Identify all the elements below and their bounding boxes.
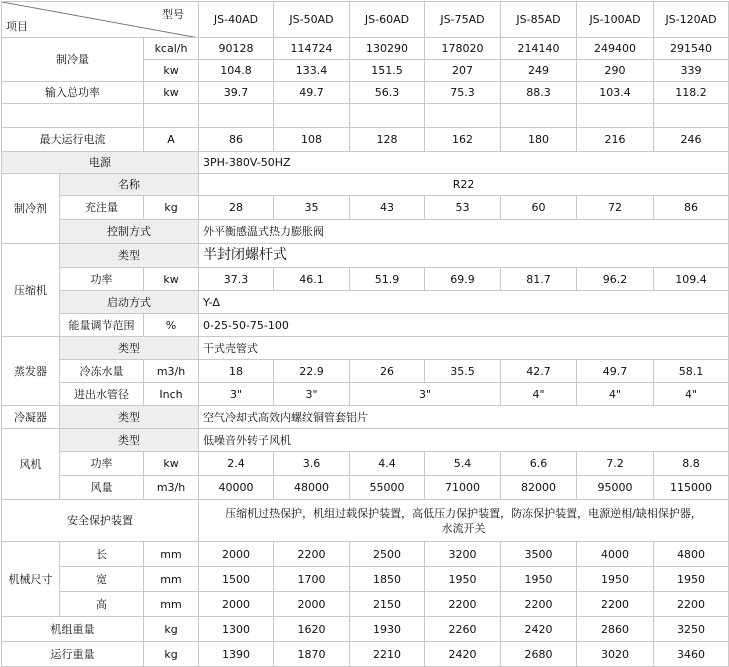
value-cell: 46.1 bbox=[274, 268, 350, 291]
value-cell: 2200 bbox=[654, 592, 729, 617]
value-cell: 290 bbox=[577, 60, 654, 82]
value-cell: 88.3 bbox=[501, 82, 577, 104]
start-method-label: 启动方式 bbox=[60, 291, 199, 314]
unit-cell: % bbox=[144, 314, 199, 337]
table-row bbox=[2, 452, 729, 476]
unit-cell: Inch bbox=[144, 383, 199, 406]
unit-cell: kg bbox=[144, 617, 199, 642]
value-cell: 246 bbox=[654, 128, 729, 152]
value-cell: 1390 bbox=[199, 642, 274, 667]
model-column-header: JS-85AD bbox=[501, 2, 577, 38]
table-row bbox=[2, 642, 729, 667]
value-cell: 339 bbox=[654, 60, 729, 82]
value-cell: 18 bbox=[199, 360, 274, 383]
unit-cell: mm bbox=[144, 592, 199, 617]
unit-cell: kw bbox=[144, 82, 199, 104]
value-cell: 2.4 bbox=[199, 452, 274, 476]
unit-cell: kcal/h bbox=[144, 38, 199, 60]
value-cell: 1950 bbox=[501, 567, 577, 592]
evaporator-type-label: 类型 bbox=[60, 337, 199, 360]
table-row bbox=[2, 128, 729, 152]
table-row bbox=[2, 567, 729, 592]
compressor-type-value: 半封闭螺杆式 bbox=[199, 244, 729, 268]
value-cell: 6.6 bbox=[501, 452, 577, 476]
value-cell: 43 bbox=[350, 196, 425, 220]
fan-power-label: 功率 bbox=[60, 452, 144, 476]
item-header-label: 项目 bbox=[6, 20, 28, 33]
table-row bbox=[2, 268, 729, 291]
value-cell: 118.2 bbox=[654, 82, 729, 104]
value-cell: 96.2 bbox=[577, 268, 654, 291]
value-cell: 207 bbox=[425, 60, 501, 82]
value-cell: 49.7 bbox=[577, 360, 654, 383]
capacity-range-value: 0-25-50-75-100 bbox=[199, 314, 729, 337]
value-cell: 55000 bbox=[350, 476, 425, 500]
value-cell: 7.2 bbox=[577, 452, 654, 476]
unit-cell: m3/h bbox=[144, 360, 199, 383]
value-cell: 37.3 bbox=[199, 268, 274, 291]
value-cell: 3250 bbox=[654, 617, 729, 642]
safety-line-2: 水流开关 bbox=[441, 521, 486, 535]
table-row bbox=[2, 220, 729, 244]
value-cell: 2500 bbox=[350, 542, 425, 567]
value-cell: 249 bbox=[501, 60, 577, 82]
operating-weight-label: 运行重量 bbox=[2, 642, 144, 667]
value-cell: 35.5 bbox=[425, 360, 501, 383]
compressor-power-label: 功率 bbox=[60, 268, 144, 291]
value-cell: 3020 bbox=[577, 642, 654, 667]
value-cell: 1300 bbox=[199, 617, 274, 642]
table-row bbox=[2, 617, 729, 642]
value-cell: 75.3 bbox=[425, 82, 501, 104]
unit-cell: kg bbox=[144, 196, 199, 220]
table-row bbox=[2, 360, 729, 383]
evaporator-label: 蒸发器 bbox=[2, 337, 60, 406]
fan-label: 风机 bbox=[2, 429, 60, 500]
table-row bbox=[2, 476, 729, 500]
model-column-header: JS-120AD bbox=[654, 2, 729, 38]
safety-value bbox=[199, 500, 729, 542]
table-row bbox=[2, 38, 729, 60]
value-cell: 1950 bbox=[654, 567, 729, 592]
compressor-label: 压缩机 bbox=[2, 244, 60, 337]
value-cell: 28 bbox=[199, 196, 274, 220]
table-row bbox=[2, 500, 729, 542]
value-cell: 2200 bbox=[577, 592, 654, 617]
value-cell: 26 bbox=[350, 360, 425, 383]
value-cell: 35 bbox=[274, 196, 350, 220]
table-row bbox=[2, 383, 729, 406]
max-current-label: 最大运行电流 bbox=[2, 128, 144, 152]
value-cell: 90128 bbox=[199, 38, 274, 60]
spec-table bbox=[1, 1, 729, 667]
value-cell: 128 bbox=[350, 128, 425, 152]
value-cell: 4.4 bbox=[350, 452, 425, 476]
value-cell: 151.5 bbox=[350, 60, 425, 82]
safety-line-1: 压缩机过热保护，机组过载保护装置，高低压力保护装置，防冻保护装置，电源逆相/缺相保护器， bbox=[225, 506, 702, 520]
value-cell: 130290 bbox=[350, 38, 425, 60]
value-cell: 1850 bbox=[350, 567, 425, 592]
value-cell: 22.9 bbox=[274, 360, 350, 383]
value-cell: 39.7 bbox=[199, 82, 274, 104]
value-cell: 2000 bbox=[199, 592, 274, 617]
value-cell: 104.8 bbox=[199, 60, 274, 82]
value-cell: 86 bbox=[654, 196, 729, 220]
value-cell: 3" bbox=[274, 383, 350, 406]
value-cell: 71000 bbox=[425, 476, 501, 500]
unit-cell: A bbox=[144, 128, 199, 152]
control-method-label: 控制方式 bbox=[60, 220, 199, 244]
value-cell: 49.7 bbox=[274, 82, 350, 104]
table-row bbox=[2, 592, 729, 617]
value-cell: 2200 bbox=[274, 542, 350, 567]
unit-cell: kw bbox=[144, 268, 199, 291]
value-cell: 3460 bbox=[654, 642, 729, 667]
model-column-header: JS-40AD bbox=[199, 2, 274, 38]
refrigerant-label: 制冷剂 bbox=[2, 174, 60, 244]
value-cell: 2860 bbox=[577, 617, 654, 642]
pipe-size-label: 进出水管径 bbox=[60, 383, 144, 406]
empty-row bbox=[2, 104, 729, 128]
value-cell: 2260 bbox=[425, 617, 501, 642]
unit-cell: m3/h bbox=[144, 476, 199, 500]
value-cell: 81.7 bbox=[501, 268, 577, 291]
table-row bbox=[2, 174, 729, 196]
width-label: 宽 bbox=[60, 567, 144, 592]
value-cell: 4" bbox=[501, 383, 577, 406]
table-row bbox=[2, 542, 729, 567]
value-cell: 3200 bbox=[425, 542, 501, 567]
value-cell: 51.9 bbox=[350, 268, 425, 291]
value-cell: 4" bbox=[654, 383, 729, 406]
value-cell: 2000 bbox=[199, 542, 274, 567]
value-cell: 291540 bbox=[654, 38, 729, 60]
value-cell: 109.4 bbox=[654, 268, 729, 291]
power-supply-value: 3PH-380V-50HZ bbox=[199, 152, 729, 174]
charge-label: 充注量 bbox=[60, 196, 144, 220]
table-row bbox=[2, 152, 729, 174]
value-cell: 69.9 bbox=[425, 268, 501, 291]
value-cell: 60 bbox=[501, 196, 577, 220]
value-cell: 53 bbox=[425, 196, 501, 220]
power-supply-label: 电源 bbox=[2, 152, 199, 174]
value-cell: 3.6 bbox=[274, 452, 350, 476]
model-column-header: JS-75AD bbox=[425, 2, 501, 38]
unit-cell: mm bbox=[144, 567, 199, 592]
header-row bbox=[2, 2, 729, 38]
unit-weight-label: 机组重量 bbox=[2, 617, 144, 642]
evaporator-type-value: 干式壳管式 bbox=[199, 337, 729, 360]
value-cell: 56.3 bbox=[350, 82, 425, 104]
unit-cell: kw bbox=[144, 452, 199, 476]
value-cell: 1870 bbox=[274, 642, 350, 667]
value-cell: 2200 bbox=[501, 592, 577, 617]
value-cell: 48000 bbox=[274, 476, 350, 500]
value-cell: 1950 bbox=[425, 567, 501, 592]
value-cell: 133.4 bbox=[274, 60, 350, 82]
value-cell: 2420 bbox=[501, 617, 577, 642]
value-cell: 103.4 bbox=[577, 82, 654, 104]
value-cell: 2680 bbox=[501, 642, 577, 667]
fan-type-value: 低噪音外转子风机 bbox=[199, 429, 729, 452]
value-cell: 249400 bbox=[577, 38, 654, 60]
value-cell: 2000 bbox=[274, 592, 350, 617]
value-cell: 214140 bbox=[501, 38, 577, 60]
safety-label: 安全保护装置 bbox=[2, 500, 199, 542]
height-label: 高 bbox=[60, 592, 144, 617]
unit-cell: mm bbox=[144, 542, 199, 567]
value-cell: 2210 bbox=[350, 642, 425, 667]
table-row bbox=[2, 337, 729, 360]
airflow-label: 风量 bbox=[60, 476, 144, 500]
value-cell: 3" bbox=[199, 383, 274, 406]
value-cell: 108 bbox=[274, 128, 350, 152]
table-row bbox=[2, 429, 729, 452]
value-cell: 180 bbox=[501, 128, 577, 152]
compressor-type-label: 类型 bbox=[60, 244, 199, 268]
header-corner bbox=[2, 2, 199, 38]
value-cell: 4800 bbox=[654, 542, 729, 567]
condenser-type-value: 空气冷却式高效内螺纹铜管套铝片 bbox=[199, 406, 729, 429]
value-cell: 178020 bbox=[425, 38, 501, 60]
value-cell: 1700 bbox=[274, 567, 350, 592]
value-cell: 58.1 bbox=[654, 360, 729, 383]
fan-type-label: 类型 bbox=[60, 429, 199, 452]
value-cell: 8.8 bbox=[654, 452, 729, 476]
value-cell: 72 bbox=[577, 196, 654, 220]
table-row bbox=[2, 196, 729, 220]
input-power-label: 输入总功率 bbox=[2, 82, 144, 104]
unit-cell: kg bbox=[144, 642, 199, 667]
value-cell: 4000 bbox=[577, 542, 654, 567]
table-row bbox=[2, 244, 729, 268]
water-flow-label: 冷冻水量 bbox=[60, 360, 144, 383]
value-cell: 1950 bbox=[577, 567, 654, 592]
table-row bbox=[2, 314, 729, 337]
refrigerant-name-value: R22 bbox=[199, 174, 729, 196]
table-row bbox=[2, 82, 729, 104]
unit-cell: kw bbox=[144, 60, 199, 82]
control-method-value: 外平衡感温式热力膨胀阀 bbox=[199, 220, 729, 244]
value-cell: 4" bbox=[577, 383, 654, 406]
value-cell: 40000 bbox=[199, 476, 274, 500]
value-cell: 1500 bbox=[199, 567, 274, 592]
value-cell: 95000 bbox=[577, 476, 654, 500]
length-label: 长 bbox=[60, 542, 144, 567]
value-cell: 42.7 bbox=[501, 360, 577, 383]
value-cell: 86 bbox=[199, 128, 274, 152]
value-cell: 1620 bbox=[274, 617, 350, 642]
value-cell: 2150 bbox=[350, 592, 425, 617]
value-cell: 2200 bbox=[425, 592, 501, 617]
value-cell: 216 bbox=[577, 128, 654, 152]
value-cell: 3" bbox=[350, 383, 501, 406]
model-column-header: JS-100AD bbox=[577, 2, 654, 38]
table-row bbox=[2, 291, 729, 314]
value-cell: 114724 bbox=[274, 38, 350, 60]
model-column-header: JS-50AD bbox=[274, 2, 350, 38]
capacity-range-label: 能量调节范围 bbox=[60, 314, 144, 337]
value-cell: 2420 bbox=[425, 642, 501, 667]
value-cell: 5.4 bbox=[425, 452, 501, 476]
table-row bbox=[2, 406, 729, 429]
dimensions-label: 机械尺寸 bbox=[2, 542, 60, 617]
condenser-label: 冷凝器 bbox=[2, 406, 60, 429]
value-cell: 162 bbox=[425, 128, 501, 152]
value-cell: 1930 bbox=[350, 617, 425, 642]
value-cell: 115000 bbox=[654, 476, 729, 500]
value-cell: 3500 bbox=[501, 542, 577, 567]
model-column-header: JS-60AD bbox=[350, 2, 425, 38]
cooling-capacity-label: 制冷量 bbox=[2, 38, 144, 82]
value-cell: 82000 bbox=[501, 476, 577, 500]
refrigerant-name-label: 名称 bbox=[60, 174, 199, 196]
start-method-value: Y-Δ bbox=[199, 291, 729, 314]
condenser-type-label: 类型 bbox=[60, 406, 199, 429]
model-header-label: 型号 bbox=[162, 8, 185, 21]
